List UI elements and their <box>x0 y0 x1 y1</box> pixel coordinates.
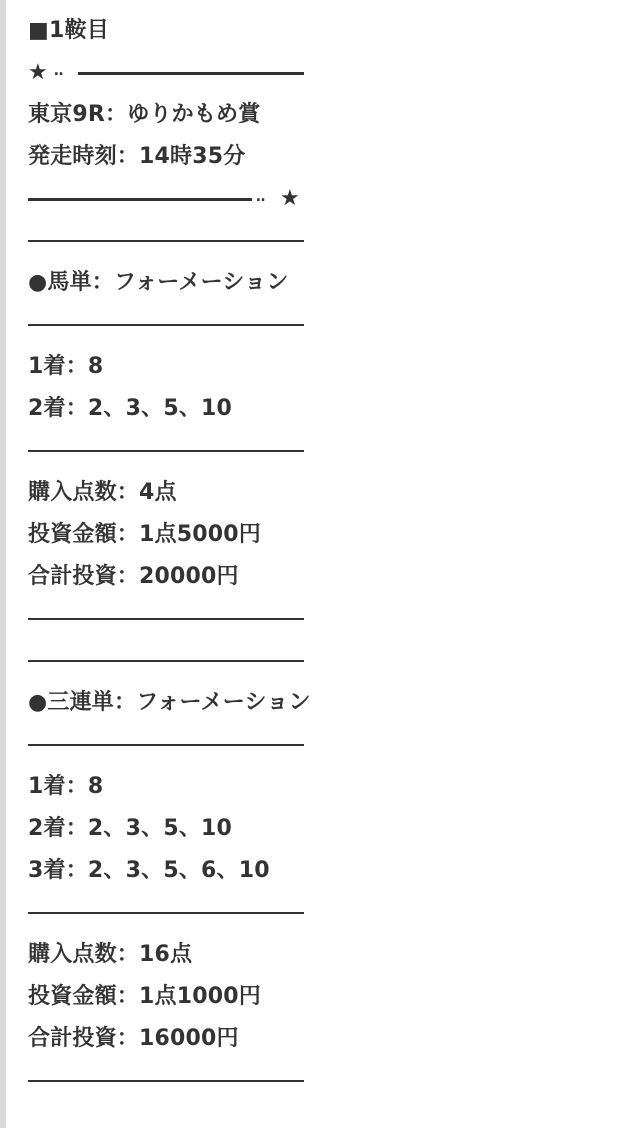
divider <box>28 640 628 682</box>
exacta-points: 購入点数：4点 <box>28 480 177 505</box>
star-icon: ★ <box>280 186 300 211</box>
trifecta-title: ●三連単：フォーメーション <box>28 690 311 715</box>
trifecta-first: 1着：8 <box>28 774 104 799</box>
star-divider-top <box>28 52 628 94</box>
trifecta-total: 合計投資：16000円 <box>28 1026 239 1051</box>
exacta-total: 合計投資：20000円 <box>28 564 239 589</box>
trifecta-stake: 投資金額：1点1000円 <box>28 984 261 1009</box>
exacta-first: 1着：8 <box>28 354 104 379</box>
divider <box>28 430 628 472</box>
divider <box>28 598 628 640</box>
trifecta-second: 2着：2、3、5、10 <box>28 816 233 841</box>
divider <box>28 220 628 262</box>
divider-bar <box>28 198 252 201</box>
star-icon: ★ <box>28 60 48 85</box>
divider <box>28 892 628 934</box>
trifecta-third: 3着：2、3、5、6、10 <box>28 858 270 883</box>
divider-bar <box>78 72 304 75</box>
trifecta-points: 購入点数：16点 <box>28 942 193 967</box>
star-divider-bottom <box>28 178 628 220</box>
dots-divider: ‥ <box>54 63 65 79</box>
exacta-stake: 投資金額：1点5000円 <box>28 522 261 547</box>
dots-divider: ‥ <box>256 189 267 205</box>
divider <box>28 724 628 766</box>
left-border <box>0 0 6 1128</box>
divider <box>28 1060 628 1102</box>
divider <box>28 304 628 346</box>
article-body <box>28 10 628 1102</box>
exacta-second: 2着：2、3、5、10 <box>28 396 233 421</box>
race-heading: ■1鞍目 <box>28 18 109 43</box>
exacta-title: ●馬単：フォーメーション <box>28 270 289 295</box>
post-time: 発走時刻：14時35分 <box>28 144 246 169</box>
venue-race: 東京9R：ゆりかもめ賞 <box>28 102 261 127</box>
